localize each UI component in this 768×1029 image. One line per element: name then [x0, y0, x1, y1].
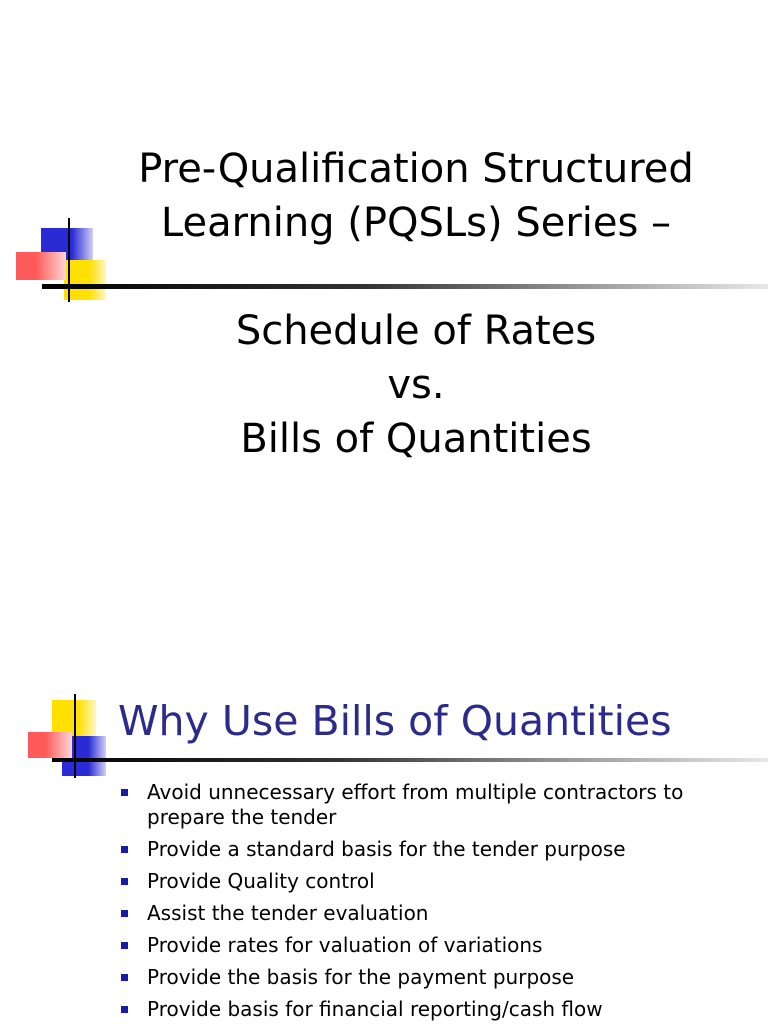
- bullet-text: Assist the tender evaluation: [147, 901, 429, 925]
- bullet-square-icon: [121, 846, 128, 853]
- bullet-text: Avoid unnecessary effort from multiple contractors to prepare the tender: [147, 780, 684, 829]
- bullet-square-icon: [121, 974, 128, 981]
- slide-title: Why Use Bills of Quantities: [118, 697, 672, 745]
- list-item: [118, 997, 738, 1022]
- list-item: [118, 901, 738, 926]
- subtitle-line: vs.: [387, 362, 445, 408]
- bullet-text: Provide a standard basis for the tender purpose: [147, 837, 626, 861]
- bullet-square-icon: [121, 910, 128, 917]
- bullet-square-icon: [121, 878, 128, 885]
- subtitle-line: Schedule of Rates: [235, 308, 597, 354]
- slide-why-boq: [0, 660, 768, 1024]
- bullet-text: Provide the basis for the payment purpose: [147, 965, 575, 989]
- corner-ornament: [24, 692, 114, 782]
- presentation-subtitle: [100, 304, 732, 466]
- list-item: [118, 837, 738, 862]
- ornament-vertical-line: [74, 694, 76, 778]
- list-item: [118, 780, 738, 830]
- ornament-red-square: [28, 732, 72, 758]
- bullet-text: Provide rates for valuation of variations: [147, 933, 543, 957]
- list-item: [118, 965, 738, 990]
- list-item: [118, 933, 738, 958]
- title-rule: [42, 284, 768, 289]
- bullet-list: [118, 780, 738, 1029]
- ornament-red-square: [16, 252, 66, 280]
- bullet-square-icon: [121, 942, 128, 949]
- presentation-title: [100, 142, 732, 250]
- bullet-text: Provide basis for financial reporting/cash flow: [147, 997, 603, 1021]
- bullet-text: Provide Quality control: [147, 869, 375, 893]
- list-item: [118, 869, 738, 894]
- bullet-square-icon: [121, 1006, 128, 1013]
- ornament-yellow-square: [64, 260, 106, 300]
- title-rule: [52, 758, 768, 762]
- title-line: Pre-Qualification Structured: [138, 146, 694, 192]
- ornament-vertical-line: [68, 218, 70, 302]
- subtitle-line: Bills of Quantities: [240, 416, 592, 462]
- bullet-square-icon: [121, 789, 128, 796]
- title-line: Learning (PQSLs) Series –: [160, 200, 672, 246]
